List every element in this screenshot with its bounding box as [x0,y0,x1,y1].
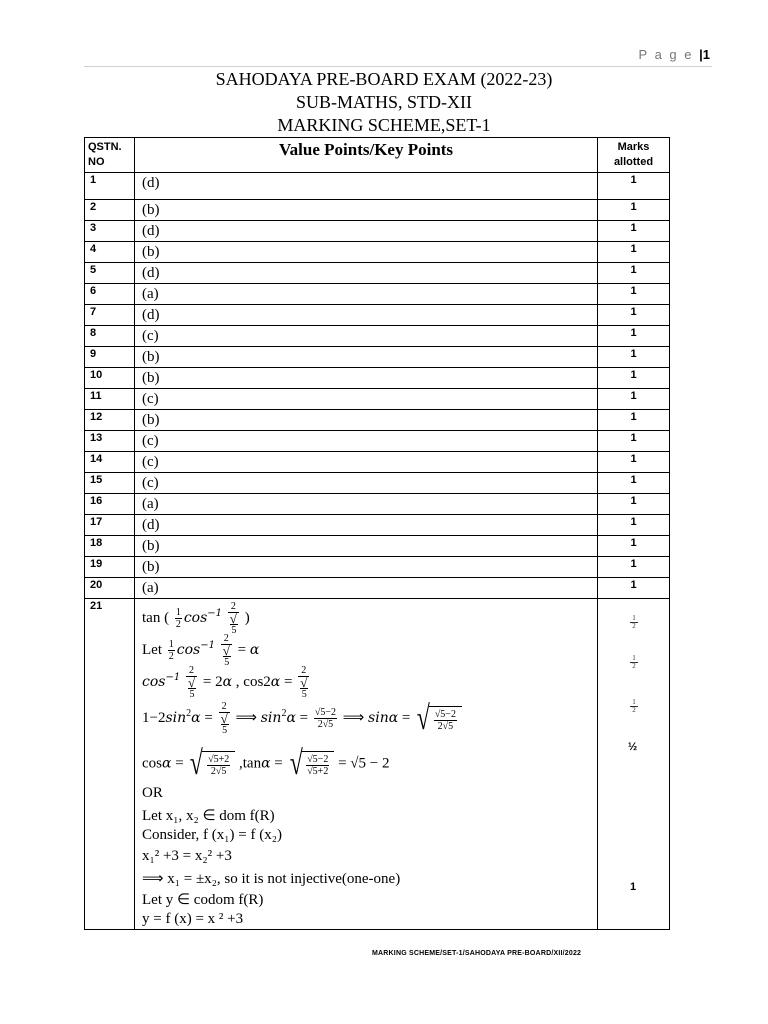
q21-consider: Consider, f (x₁) = f (x₂) [142,827,282,843]
marks-allotted: 1 [598,173,670,200]
question-number: 5 [85,263,135,284]
answer-key: (b) [135,200,598,221]
marks-allotted: 1 [598,557,670,578]
q21-tan-mid: ,tan [239,755,262,772]
q21-solution [135,599,598,930]
page-number-header [639,47,710,62]
marks-allotted: 1 [598,221,670,242]
marks-allotted: 1 [598,326,670,347]
q21-line-tan: tan ( $\frac{1}{2}$ $\cos^{-1}$ 2 √ 5 ) [142,601,250,636]
q21-cos-prefix: cos [142,755,162,772]
half-mark-symbol: ½ [628,741,638,753]
table-row [85,326,670,347]
q21-line-cos-tan: cosα = √ $\frac{√5+2}{2√5}$ ,tanα = √ $\frac{√5-2}{√5+2}$ = √5 − 2 [142,745,390,782]
answer-key: (b) [135,347,598,368]
title-subject: SUB-MATHS, STD-XII [295,92,472,112]
half-mark: 1 2 [630,655,638,670]
header-qno: QSTN. NO [85,138,135,173]
table-row [85,221,670,242]
table-row [85,515,670,536]
answer-key: (c) [135,452,598,473]
q21-number: 21 [85,599,135,930]
marks-allotted: 1 [598,410,670,431]
header-rule [84,66,712,67]
table-row [85,473,670,494]
question-number: 15 [85,473,135,494]
marks-allotted: 1 [598,200,670,221]
footer-text: MARKING SCHEME/SET-1/SAHODAYA PRE-BOARD/XII/2022 [372,950,582,957]
q21-equation: x₁² +3 = x₂² +3 [142,848,232,864]
title-exam: SAHODAYA PRE-BOARD EXAM (2022-23) [215,69,553,89]
one-mark: 1 [630,881,637,893]
answer-key: (c) [135,326,598,347]
question-number: 12 [85,410,135,431]
page-separator: | [699,47,703,62]
table-row [85,368,670,389]
q21-tan-prefix: tan ( [142,609,170,626]
question-number: 18 [85,536,135,557]
q21-injective: ⟹ x₁ = ±x₂, so it is not injective(one-one) [142,871,401,887]
question-number: 11 [85,389,135,410]
question-number: 3 [85,221,135,242]
table-row [85,410,670,431]
marks-allotted: 1 [598,473,670,494]
marks-allotted: 1 [598,494,670,515]
q21-or: OR [142,785,163,801]
answer-key: (c) [135,389,598,410]
q21-line-sin-alpha: $1-2\sin^2\alpha$ = 2 √ 5 ⟹ $\sin^2\alpha$ = $\frac{√5-2}{2√5}$ ⟹ sinα = √ $\frac{√5-2}{2√5}$ [142,701,462,736]
answer-key: (d) [135,305,598,326]
question-number: 8 [85,326,135,347]
marks-allotted: 1 [598,578,670,599]
q21-let-y: Let y ∈ codom f(R) [142,892,264,908]
q21-let-x: Let x₁, x₂ ∈ dom f(R) [142,808,275,824]
question-number: 4 [85,242,135,263]
answer-key: (b) [135,557,598,578]
marks-allotted: 1 [598,536,670,557]
answer-key: (a) [135,578,598,599]
table-row [85,557,670,578]
table-row-q21 [85,599,670,930]
table-row [85,173,670,200]
marks-allotted: 1 [598,284,670,305]
answer-key: (d) [135,515,598,536]
fraction: $\frac{1}{2}$ [175,607,181,630]
answer-key: (c) [135,431,598,452]
table-row [85,242,670,263]
question-number: 6 [85,284,135,305]
question-number: 17 [85,515,135,536]
question-number: 7 [85,305,135,326]
q21-marks [598,599,670,930]
marks-allotted: 1 [598,368,670,389]
question-number: 2 [85,200,135,221]
table-row [85,578,670,599]
table-row [85,452,670,473]
marks-allotted: 1 [598,305,670,326]
table-row [85,284,670,305]
marks-allotted: 1 [598,515,670,536]
q21-line-cos2alpha: $\cos^{-1}$ 2 √ 5 = 2α , cos2α = 2 √ 5 [142,665,308,700]
table-row [85,389,670,410]
q21-line-let-alpha: Let $\frac{1}{2}$ $\cos^{-1}$ 2 √ 5 = α [142,633,260,668]
question-number: 19 [85,557,135,578]
question-number: 16 [85,494,135,515]
half-mark: 1 2 [630,699,638,714]
marks-allotted: 1 [598,389,670,410]
q21-sqrt5-minus-2: √5 − 2 [350,755,390,772]
question-number: 10 [85,368,135,389]
header-marks: Marks allotted [598,138,670,173]
question-number: 14 [85,452,135,473]
marks-allotted: 1 [598,242,670,263]
title-scheme: MARKING SCHEME,SET-1 [277,115,491,135]
answer-key: (b) [135,410,598,431]
question-number: 1 [85,173,135,200]
fraction: 2 √ 5 [229,601,237,636]
table-row [85,347,670,368]
half-mark: 1 2 [630,615,638,630]
document-titles [0,68,768,137]
marks-allotted: 1 [598,263,670,284]
answer-key: (d) [135,173,598,200]
answer-key: (c) [135,473,598,494]
answer-key: (a) [135,284,598,305]
answer-key: (b) [135,536,598,557]
table-row [85,263,670,284]
answer-key: (d) [135,221,598,242]
table-row [85,305,670,326]
question-number: 9 [85,347,135,368]
q21-y-eq: y = f (x) = x ² +3 [142,911,244,927]
header-value-points: Value Points/Key Points [135,138,598,173]
marks-allotted: 1 [598,431,670,452]
table-row [85,200,670,221]
table-row [85,431,670,452]
table-row [85,494,670,515]
page-number: 1 [702,47,710,62]
marks-allotted: 1 [598,347,670,368]
question-number: 20 [85,578,135,599]
answer-key: (a) [135,494,598,515]
table-header-row [85,138,670,173]
marks-allotted: 1 [598,452,670,473]
page-label: P a g e [638,47,694,62]
answer-key: (b) [135,242,598,263]
question-number: 13 [85,431,135,452]
answer-key: (b) [135,368,598,389]
table-row [85,536,670,557]
answer-key: (d) [135,263,598,284]
marking-scheme-table [84,137,670,930]
